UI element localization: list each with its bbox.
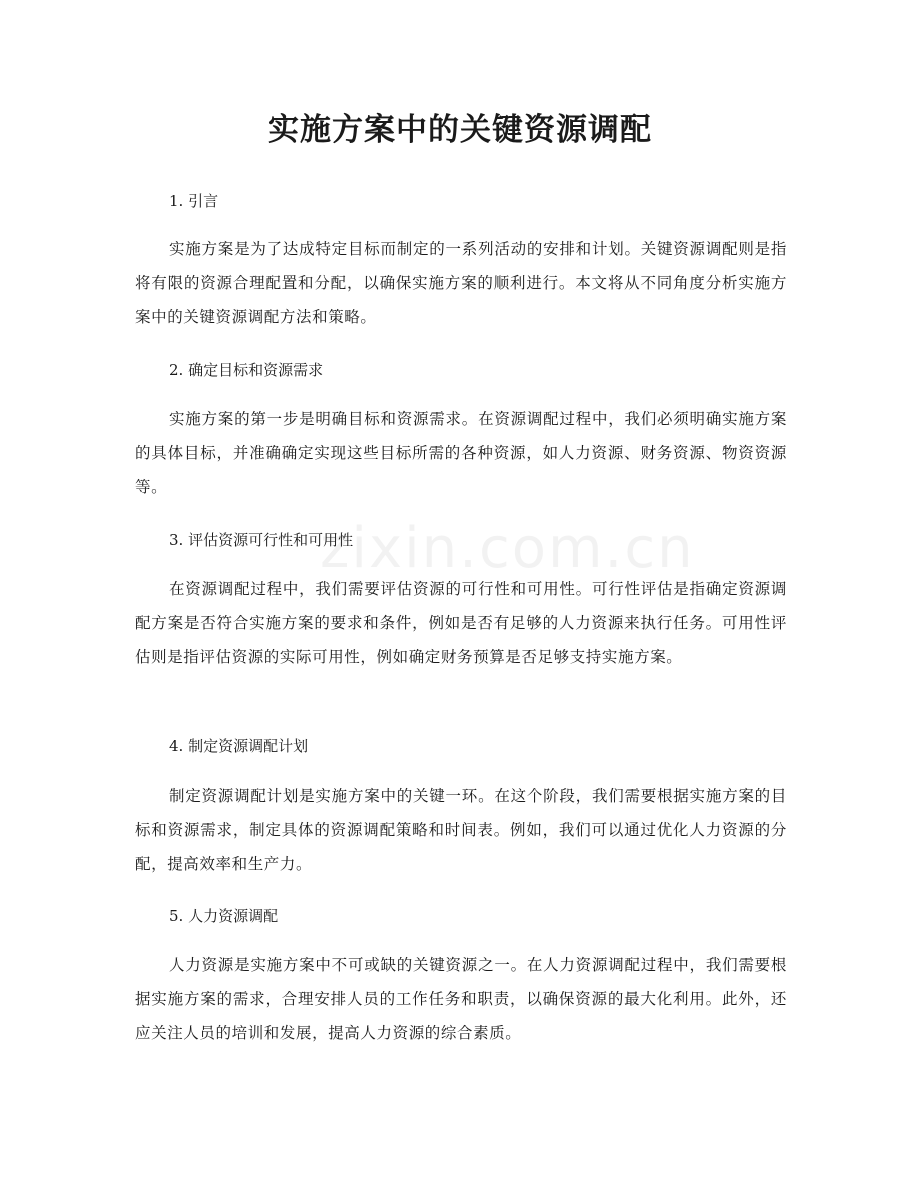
watermark: zixin.com.cn: [320, 516, 695, 581]
section-heading-1: 1. 引言: [169, 192, 219, 210]
section-heading-5: 5. 人力资源调配: [169, 907, 279, 925]
section-paragraph-5: 人力资源是实施方案中不可或缺的关键资源之一。在人力资源调配过程中，我们需要根据实施方案的需求，合理安排人员的工作任务和职责，以确保资源的最大化利用。此外，还应关注人员的培训和发展，提高人力资源的综合素质。: [135, 956, 787, 1042]
section-heading-2: 2. 确定目标和资源需求: [169, 361, 324, 379]
section-heading-3: 3. 评估资源可行性和可用性: [169, 531, 354, 549]
section-paragraph-4: 制定资源调配计划是实施方案中的关键一环。在这个阶段，我们需要根据实施方案的目标和资源需求，制定具体的资源调配策略和时间表。例如，我们可以通过优化人力资源的分配，提高效率和生产力。: [135, 787, 787, 873]
section-paragraph-1: 实施方案是为了达成特定目标而制定的一系列活动的安排和计划。关键资源调配则是指将有限的资源合理配置和分配，以确保实施方案的顺利进行。本文将从不同角度分析实施方案中的关键资源调配方法和策略。: [135, 240, 787, 326]
section-heading-4: 4. 制定资源调配计划: [169, 737, 309, 755]
document-title: 实施方案中的关键资源调配: [268, 112, 652, 148]
section-paragraph-3: 在资源调配过程中，我们需要评估资源的可行性和可用性。可行性评估是指确定资源调配方案是否符合实施方案的要求和条件，例如是否有足够的人力资源来执行任务。可用性评估则是指评估资源的实际可用性，例如确定财务预算是否足够支持实施方案。: [135, 580, 787, 666]
section-paragraph-2: 实施方案的第一步是明确目标和资源需求。在资源调配过程中，我们必须明确实施方案的具体目标，并准确确定实现这些目标所需的各种资源，如人力资源、财务资源、物资资源等。: [135, 410, 787, 496]
